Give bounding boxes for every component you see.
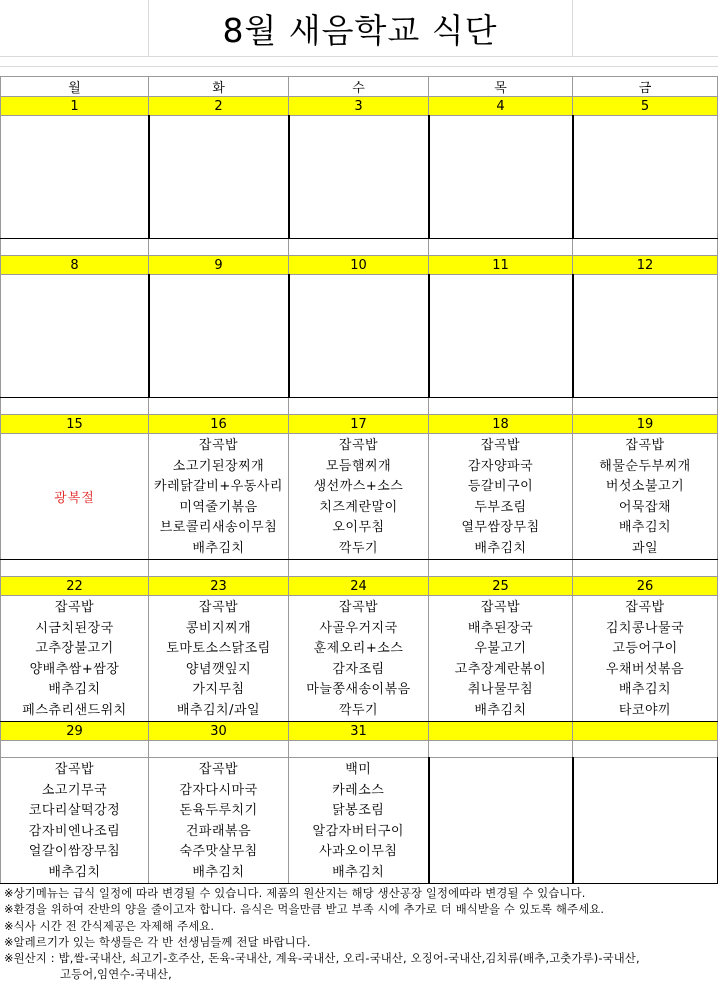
menu-row [1, 596, 718, 722]
menu-list [289, 760, 428, 883]
menu-item: 감자다시마국 [179, 782, 258, 798]
menu-item: 감자조림 [332, 661, 385, 677]
day-menu-cell [573, 596, 718, 722]
date-cell: 31 [289, 722, 429, 741]
menu-item: 숙주맛살무침 [179, 844, 258, 859]
menu-item: 잡곡밥 [54, 600, 95, 615]
menu-item: 카레소스 [332, 782, 385, 798]
day-menu-cell [1, 116, 149, 239]
menu-item: 해물순두부찌개 [599, 458, 691, 474]
note-line: ※식사 시간 전 간식제공은 자제해 주세요. [4, 919, 215, 933]
menu-item: 우불고기 [474, 641, 527, 656]
menu-item: 잡곡밥 [198, 600, 239, 615]
menu-item: 모듬햄찌개 [325, 458, 392, 474]
menu-item: 사과오이무침 [319, 844, 398, 859]
date-cell: 15 [1, 415, 149, 434]
date-cell: 18 [429, 415, 573, 434]
day-menu-cell [1, 275, 149, 398]
menu-item: 고추장불고기 [35, 641, 114, 656]
day-menu-cell [149, 758, 289, 884]
date-cell: 1 [1, 97, 149, 116]
note-line: 고등어,임연수-국내산, [60, 968, 172, 982]
menu-item: 고추장계란볶이 [454, 661, 547, 677]
menu-item: 잡곡밥 [54, 762, 95, 777]
menu-list [1, 598, 148, 721]
day-menu-cell [573, 275, 718, 398]
grid-line [0, 56, 718, 57]
menu-list [289, 598, 428, 721]
day-menu-cell [289, 116, 429, 239]
date-row [1, 722, 718, 741]
day-menu-cell [1, 434, 149, 560]
menu-list [149, 760, 288, 883]
date-cell: 5 [573, 97, 718, 116]
menu-item: 미역줄기볶음 [179, 499, 258, 515]
day-menu-cell [289, 275, 429, 398]
menu-item: 취나물무침 [467, 682, 534, 697]
menu-item: 잡곡밥 [625, 438, 665, 453]
title-row [0, 0, 718, 56]
date-cell: 19 [573, 415, 718, 434]
day-menu-cell [149, 596, 289, 722]
menu-item: 소고기무국 [41, 782, 108, 798]
day-menu-cell [429, 758, 573, 884]
date-cell: 26 [573, 577, 718, 596]
menu-item: 마늘쫑새송이볶음 [306, 682, 411, 697]
menu-list [573, 598, 717, 721]
day-menu-cell [289, 596, 429, 722]
date-cell: 9 [149, 256, 289, 275]
menu-item: 코다리살떡강정 [28, 803, 121, 818]
date-cell: 2 [149, 97, 289, 116]
date-cell: 12 [573, 256, 718, 275]
menu-item: 양배추쌈+쌈장 [29, 661, 120, 677]
note-line: ※환경을 위하여 잔반의 양을 줄이고자 합니다. 음식은 먹을만큼 받고 부족 시에 추가로 더 배식받을 수 있도록 해주세요. [4, 903, 605, 917]
weekday-thu: 목 [429, 77, 573, 97]
note-line: ※알레르기가 있는 학생들은 각 반 선생님들께 전달 바랍니다. [4, 935, 311, 949]
date-cell: 16 [149, 415, 289, 434]
spacer-row [1, 239, 718, 256]
day-menu-cell [429, 275, 573, 398]
menu-item: 돈육두루치기 [179, 803, 258, 818]
date-row [1, 577, 718, 596]
date-row [1, 256, 718, 275]
date-cell: 8 [1, 256, 149, 275]
menu-item: 잡곡밥 [338, 600, 379, 615]
day-menu-cell [149, 434, 289, 560]
note-line: ※상기메뉴는 급식 일정에 따라 변경될 수 있습니다. 제품의 원산지는 해당 생산공장 일정에따라 변경될 수 있습니다. [4, 887, 586, 900]
grid-line [572, 0, 573, 56]
menu-item: 어묵잡채 [618, 499, 672, 515]
day-menu-cell [149, 275, 289, 398]
menu-item: 배추김치 [618, 682, 672, 697]
menu-item: 잡곡밥 [338, 438, 379, 453]
spacer-row [1, 560, 718, 577]
page-title: 8월 새음학교 식단 [222, 10, 498, 50]
menu-item: 버섯소불고기 [605, 479, 685, 494]
menu-item: 소고기된장찌개 [172, 458, 265, 474]
day-menu-cell [573, 116, 718, 239]
date-cell: 24 [289, 577, 429, 596]
menu-item: 토마토소스닭조림 [166, 641, 271, 656]
menu-item: 김치콩나물국 [605, 620, 685, 636]
day-menu-cell [1, 596, 149, 722]
menu-item: 백미 [345, 762, 372, 777]
menu-item: 감자비엔나조림 [28, 823, 121, 839]
date-cell: 23 [149, 577, 289, 596]
menu-item: 등갈비구이 [467, 479, 534, 494]
menu-row [1, 275, 718, 398]
day-menu-cell [573, 758, 718, 884]
menu-item: 시금치된장국 [35, 620, 114, 636]
date-cell [573, 722, 718, 741]
menu-item: 잡곡밥 [625, 600, 665, 615]
weekday-wed: 수 [289, 77, 429, 97]
menu-item: 브로콜리새송이무침 [159, 520, 278, 535]
weekday-tue: 화 [149, 77, 289, 97]
menu-list [429, 436, 572, 559]
menu-item: 배추김치/과일 [176, 702, 261, 718]
day-menu-cell [573, 434, 718, 560]
menu-item: 배추김치 [332, 864, 385, 880]
spacer-row [1, 398, 718, 415]
menu-item: 오이무침 [332, 520, 385, 535]
date-row [1, 97, 718, 116]
grid-line [0, 66, 718, 67]
menu-item: 고등어구이 [612, 641, 678, 656]
menu-item: 잡곡밥 [480, 600, 521, 615]
menu-item: 알감자버터구이 [312, 823, 404, 839]
day-menu-cell [429, 116, 573, 239]
weekday-header-row [1, 77, 718, 97]
date-cell: 4 [429, 97, 573, 116]
menu-item: 배추김치 [48, 682, 101, 697]
menu-item: 사골우거지국 [319, 620, 398, 636]
menu-item: 생선까스+소스 [313, 479, 404, 494]
menu-row [1, 758, 718, 884]
menu-item: 열무쌈장무침 [461, 520, 540, 535]
menu-list [573, 436, 717, 559]
date-cell: 22 [1, 577, 149, 596]
menu-item: 콩비지찌개 [185, 620, 252, 636]
menu-list [1, 760, 148, 883]
date-cell: 10 [289, 256, 429, 275]
menu-list [429, 598, 572, 721]
menu-row [1, 116, 718, 239]
menu-item: 카레닭갈비+우동사리 [154, 479, 283, 494]
day-menu-cell [289, 434, 429, 560]
menu-item: 잡곡밥 [198, 438, 239, 453]
menu-item: 깍두기 [338, 540, 379, 556]
menu-list [149, 436, 288, 559]
menu-item: 치즈계란말이 [319, 499, 398, 515]
menu-item: 잡곡밥 [480, 438, 521, 453]
menu-item: 깍두기 [338, 702, 379, 718]
menu-item: 잡곡밥 [198, 762, 239, 777]
menu-item: 페스츄리샌드위치 [22, 702, 127, 718]
day-menu-cell [149, 116, 289, 239]
notes-section [4, 886, 716, 984]
menu-item: 가지무침 [192, 682, 245, 697]
weekday-mon: 월 [1, 77, 149, 97]
menu-item: 과일 [631, 540, 659, 556]
menu-item: 우채버섯볶음 [605, 661, 685, 677]
menu-item: 훈제오리+소스 [313, 641, 404, 656]
menu-item: 배추김치 [192, 540, 245, 556]
weekday-fri: 금 [573, 77, 718, 97]
menu-item: 두부조림 [474, 499, 527, 515]
date-cell: 3 [289, 97, 429, 116]
day-menu-cell [429, 434, 573, 560]
day-menu-cell [429, 596, 573, 722]
menu-list [149, 598, 288, 721]
menu-item: 배추김치 [618, 520, 672, 535]
menu-item: 배추김치 [48, 864, 101, 880]
date-row [1, 415, 718, 434]
menu-item: 양념깻잎지 [185, 661, 252, 677]
date-cell [429, 722, 573, 741]
menu-item: 감자양파국 [467, 458, 534, 474]
menu-item: 배추된장국 [467, 620, 534, 636]
menu-item: 타코야끼 [618, 702, 672, 718]
date-cell: 30 [149, 722, 289, 741]
date-cell: 29 [1, 722, 149, 741]
date-cell: 25 [429, 577, 573, 596]
menu-item: 배추김치 [474, 702, 527, 718]
menu-item: 얼갈이쌈장무침 [28, 844, 121, 859]
spacer-row [1, 741, 718, 758]
menu-row [1, 434, 718, 560]
menu-item: 건파래볶음 [185, 823, 252, 839]
menu-item: 배추김치 [474, 540, 527, 556]
day-menu-cell [1, 758, 149, 884]
menu-item: 닭봉조림 [332, 803, 385, 818]
meal-calendar [0, 76, 718, 884]
date-cell: 17 [289, 415, 429, 434]
note-line: ※원산지 : 밥,쌀-국내산, 쇠고기-호주산, 돈육-국내산, 계육-국내산, 오리-국내산, 오징어-국내산,김치류(배추,고춧가루)-국내산, [4, 952, 640, 966]
holiday-label: 광복절 [54, 491, 95, 506]
menu-item: 배추김치 [192, 864, 245, 880]
menu-list [289, 436, 428, 559]
date-cell: 11 [429, 256, 573, 275]
day-menu-cell [289, 758, 429, 884]
